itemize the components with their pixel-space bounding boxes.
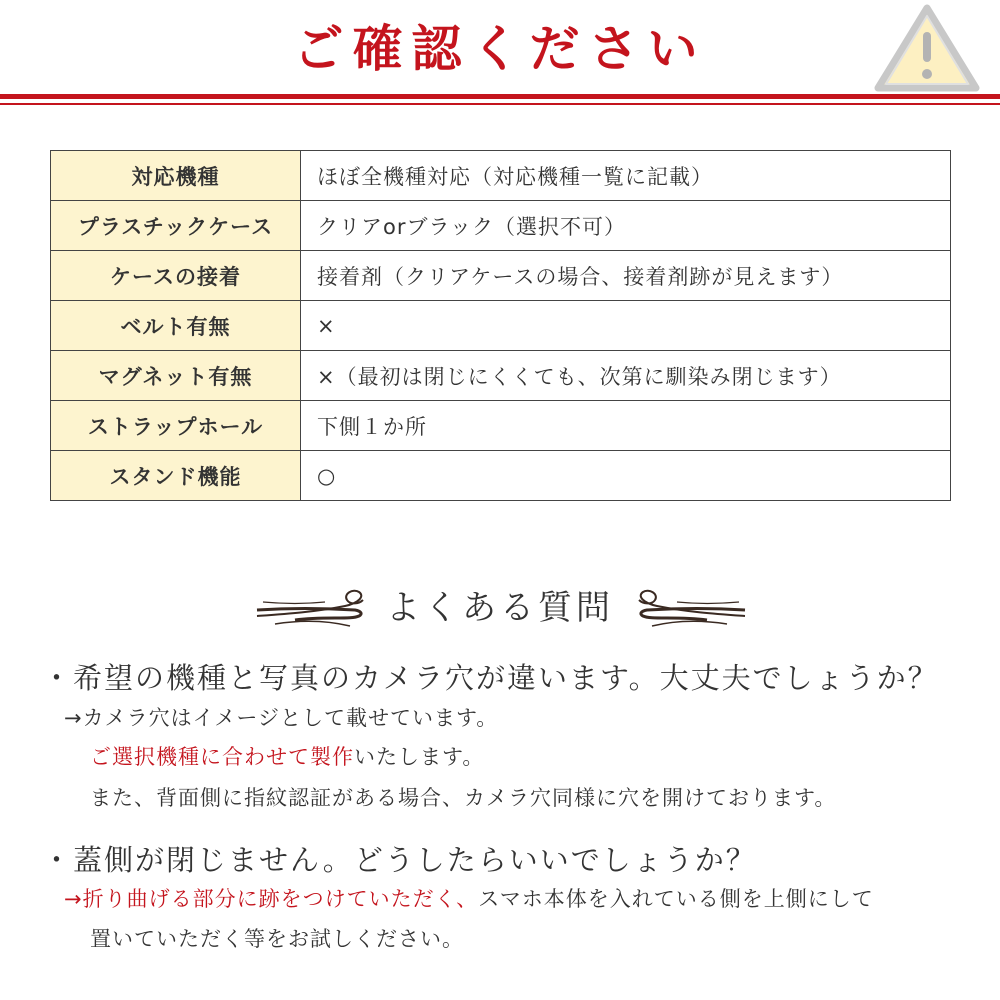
spec-value: ○ [301,451,951,501]
faq-question: ・希望の機種と写真のカメラ穴が違います。大丈夫でしょうか？ [42,661,939,695]
spec-label: ベルト有無 [51,301,301,351]
faq-heading-block [0,578,1000,638]
faq-answer-line: →カメラ穴はイメージとして載せています。 [64,706,499,730]
faq-heading: よくある質問 [386,588,614,628]
faq-answer-line [90,742,484,772]
spec-label: スタンド機能 [51,451,301,501]
table-row [51,201,951,251]
spec-value: 下側１か所 [301,401,951,451]
spec-label: プラスチックケース [51,201,301,251]
faq-answer-text: いたします。 [354,745,485,769]
spec-label: ストラップホール [51,401,301,451]
spec-label: マグネット有無 [51,351,301,401]
table-row [51,401,951,451]
table-row [51,151,951,201]
faq-answer-highlight: →折り曲げる部分に跡をつけていただく、 [64,887,479,911]
spec-table [50,150,951,501]
spec-label: 対応機種 [51,151,301,201]
table-row [51,451,951,501]
right-flourish-ornament [632,586,747,630]
table-row [51,251,951,301]
spec-value: ほぼ全機種対応（対応機種一覧に記載） [301,151,951,201]
spec-value: × [301,301,951,351]
spec-value: 接着剤（クリアケースの場合、接着剤跡が見えます） [301,251,951,301]
faq-question: ・蓋側が閉じません。どうしたらいいでしょうか？ [42,843,757,877]
spec-label: ケースの接着 [51,251,301,301]
page-title: ご確認ください [293,20,707,78]
faq-answer-line [64,884,874,914]
warning-triangle-icon [872,2,982,94]
faq-answer-line: また、背面側に指紋認証がある場合、カメラ穴同様に穴を開けております。 [90,786,837,810]
spec-value: ×（最初は閉じにくくても、次第に馴染み閉じます） [301,351,951,401]
faq-answer-line: 置いていただく等をお試しください。 [90,927,464,951]
header-divider-thin [0,103,1000,105]
spec-value: クリアorブラック（選択不可） [301,201,951,251]
header-divider-thick [0,94,1000,99]
table-row [51,351,951,401]
table-row [51,301,951,351]
left-flourish-ornament [255,586,370,630]
faq-answer-text: スマホ本体を入れている側を上側にして [478,887,874,911]
faq-answer-highlight: ご選択機種に合わせて製作 [90,745,354,769]
